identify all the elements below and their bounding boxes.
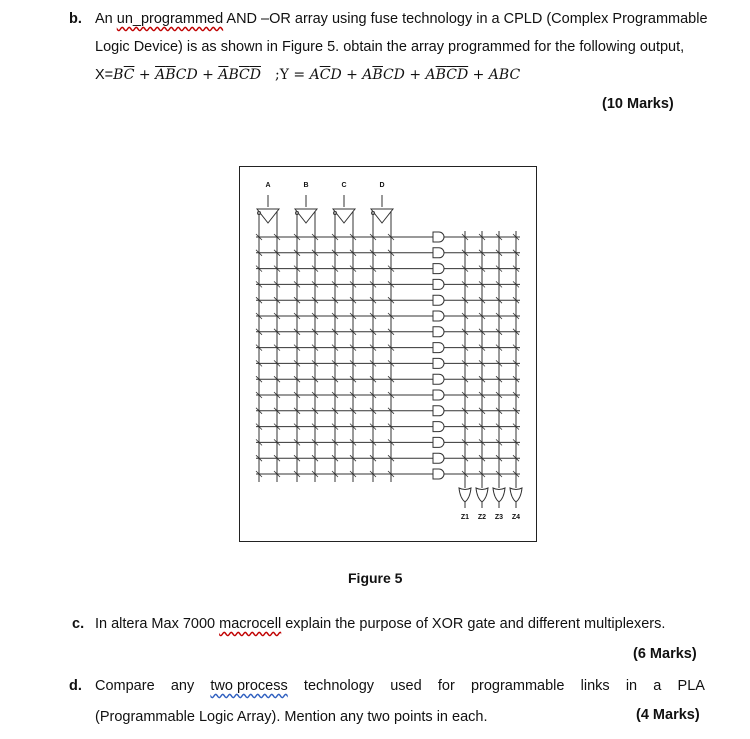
question-b-line1-start: An	[95, 11, 117, 27]
output-label-z2: Z2	[477, 514, 487, 521]
question-c-label: c.	[72, 616, 85, 632]
input-buffer-a	[257, 209, 279, 223]
and-gate	[433, 358, 444, 368]
figure-5-frame	[239, 166, 537, 542]
macrocell-term: macrocell	[219, 616, 282, 632]
output-label-z3: Z3	[494, 514, 504, 521]
and-gate	[433, 295, 444, 305]
and-gate	[433, 264, 444, 274]
input-buffer-d	[371, 209, 393, 223]
or-gate-z1	[459, 488, 471, 502]
and-gate	[433, 437, 444, 447]
question-b-line1-end: AND –OR array using fuse technology in a CPLD (Complex Programmable	[223, 11, 708, 27]
question-d-label: d.	[69, 678, 82, 694]
question-d-word-technology: technology	[303, 678, 375, 694]
unprogrammed-term: un_programmed	[116, 11, 224, 27]
and-gate	[433, 327, 444, 337]
question-d-word-any: any	[170, 678, 195, 694]
question-c-text	[95, 614, 665, 634]
and-gate	[433, 374, 444, 384]
and-gate	[433, 232, 444, 242]
input-label-c: C	[341, 182, 347, 189]
and-gate	[433, 311, 444, 321]
or-gate-z3	[493, 488, 505, 502]
output-label-z4: Z4	[511, 514, 521, 521]
input-label-d: D	[379, 182, 385, 189]
and-gate	[433, 343, 444, 353]
question-d-line1	[95, 676, 705, 696]
boolean-equations	[95, 65, 520, 85]
input-buffer-c	[333, 209, 355, 223]
question-d-word-links: links	[580, 678, 610, 694]
y-equation: $A\overline{C}D + A\overline{B}CD + A\overline{B}\overline{C}\overline{D}$ + ABC	[309, 67, 521, 83]
y-equation-label: ;Y =	[275, 67, 310, 83]
and-gate	[433, 422, 444, 432]
question-d-line2: (Programmable Logic Array). Mention any two points in each.	[95, 709, 488, 725]
question-c-text-end: explain the purpose of XOR gate and different multiplexers.	[281, 616, 666, 632]
input-buffer-b	[295, 209, 317, 223]
question-d-word-for: for	[437, 678, 455, 694]
question-c-text-start: In altera Max 7000	[95, 616, 220, 632]
figure-caption: Figure 5	[348, 570, 403, 586]
x-equation-label: X=	[95, 67, 114, 83]
question-d-word-a: a	[653, 678, 662, 694]
question-d-word-compare: Compare	[95, 678, 155, 694]
question-b-marks: (10 Marks)	[602, 96, 674, 112]
question-c-marks: (6 Marks)	[633, 646, 697, 662]
and-gate	[433, 406, 444, 416]
question-d-marks: (4 Marks)	[636, 707, 700, 723]
question-d-word-pla: PLA	[677, 678, 705, 694]
output-label-z1: Z1	[460, 514, 470, 521]
question-b-label: b.	[69, 11, 82, 27]
question-b-line2: Logic Device) is as shown in Figure 5. obtain the array programmed for the following output,	[95, 39, 685, 55]
x-equation: $B\overline{C} + \overline{A}\overline{B}CD + \overline{A}B\overline{C}\overline{D}$	[113, 67, 261, 83]
question-d-word-in: in	[625, 678, 638, 694]
and-gate	[433, 469, 444, 479]
two-process-term: two process	[210, 678, 288, 694]
and-gate	[433, 279, 444, 289]
and-gate	[433, 248, 444, 258]
cpld-and-or-array-diagram	[240, 167, 536, 541]
input-label-b: B	[303, 182, 309, 189]
question-b-line1	[95, 9, 708, 29]
or-gate-z2	[476, 488, 488, 502]
and-gate	[433, 453, 444, 463]
input-label-a: A	[265, 182, 271, 189]
and-gate	[433, 390, 444, 400]
or-gate-z4	[510, 488, 522, 502]
question-d-word-used: used	[390, 678, 422, 694]
question-d-word-programmable: programmable	[470, 678, 565, 694]
